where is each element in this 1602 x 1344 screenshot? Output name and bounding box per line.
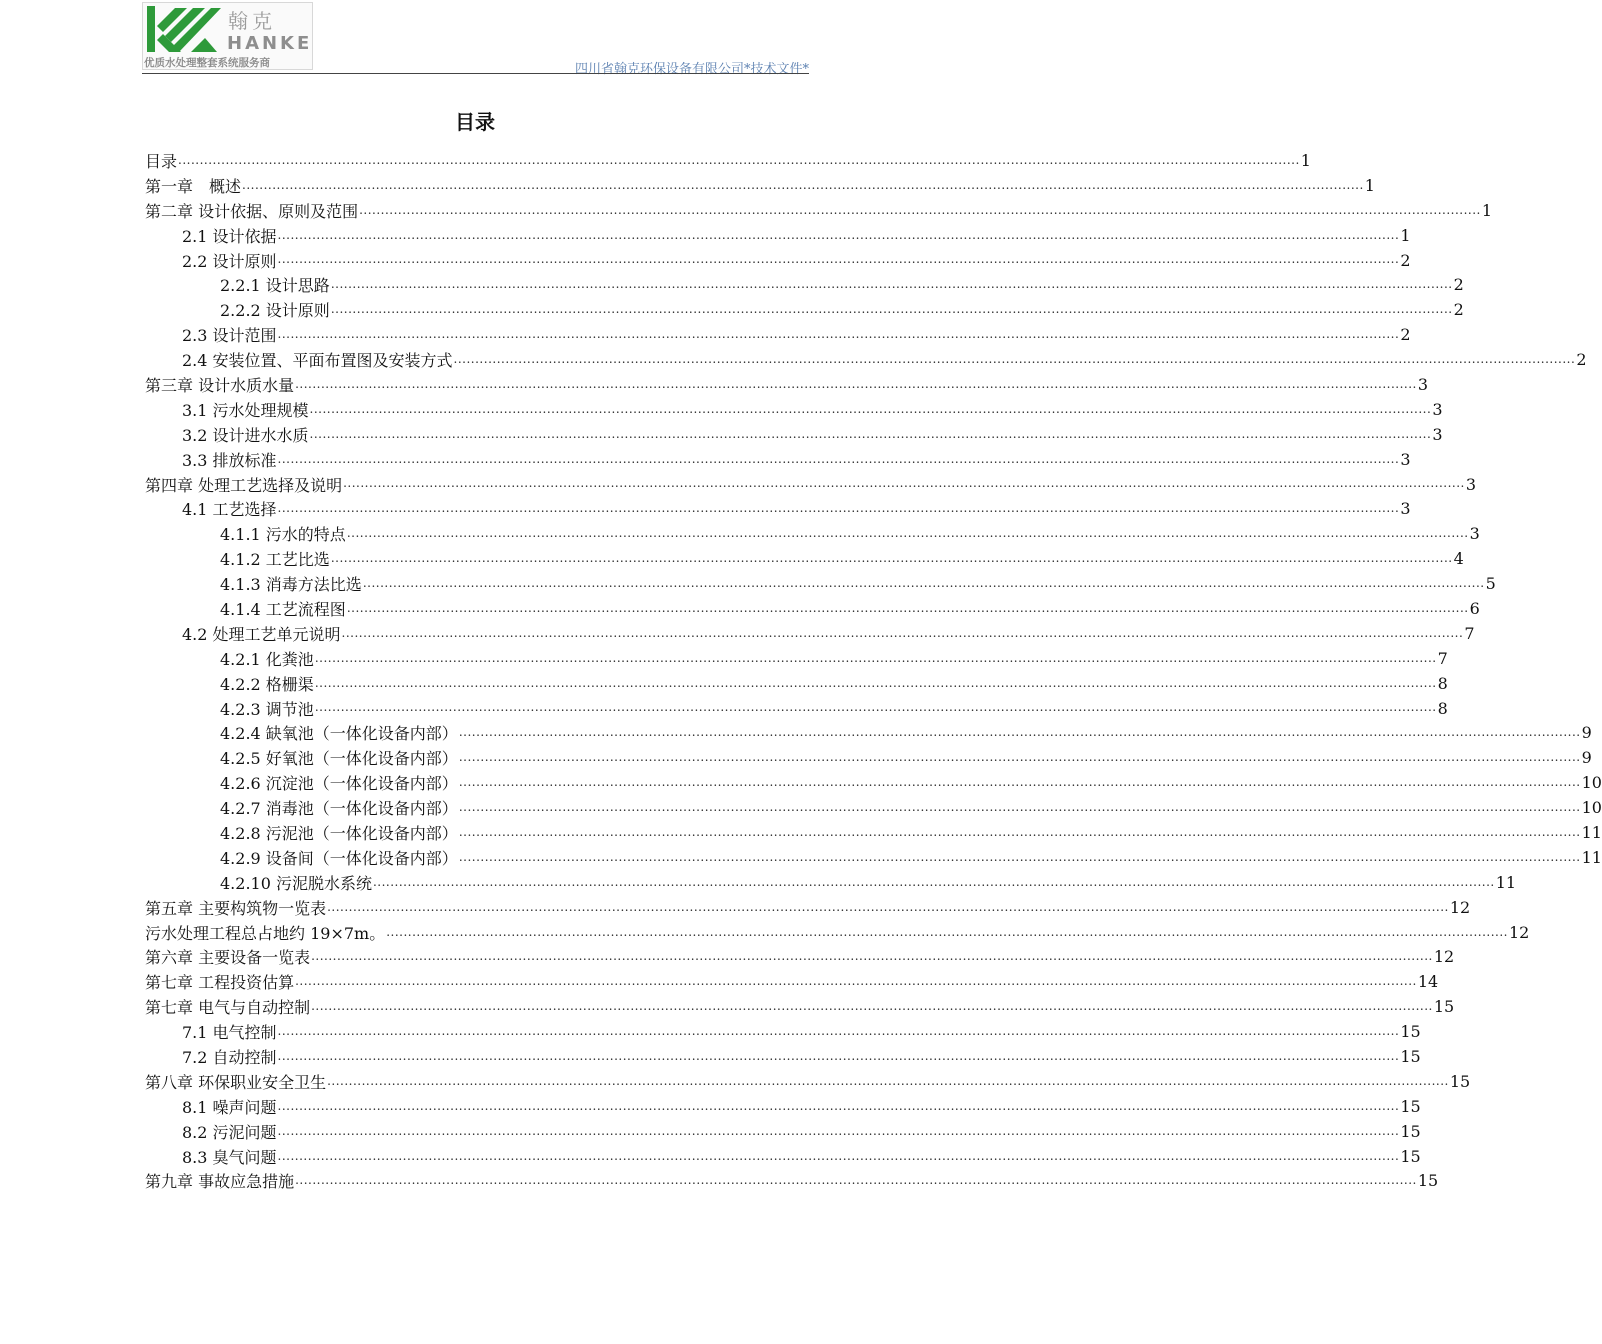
toc-leader-dots: ....................................................................................................................................................................................................................................................................	[295, 974, 1417, 989]
toc-entry-page: 3	[1400, 449, 1411, 469]
toc-entry-title: 4.2.6 沉淀池（一体化设备内部）	[220, 774, 458, 794]
toc-entry[interactable]	[145, 372, 1429, 397]
toc-entry[interactable]	[145, 496, 1411, 521]
company-logo	[142, 2, 313, 70]
toc-leader-dots: ....................................................................................................................................................................................................................................................................	[277, 252, 1400, 267]
toc-entry-page: 3	[1432, 399, 1443, 419]
toc-entry-page: 9	[1581, 723, 1592, 743]
toc-leader-dots: ....................................................................................................................................................................................................................................................................	[346, 600, 1469, 615]
toc-leader-dots: ....................................................................................................................................................................................................................................................................	[311, 999, 1433, 1014]
toc-entry-page: 1	[1400, 225, 1411, 245]
toc-entry[interactable]	[145, 945, 1455, 970]
toc-entry-title: 4.2.7 消毒池（一体化设备内部）	[220, 799, 458, 819]
toc-entry[interactable]	[145, 770, 1602, 795]
toc-leader-dots: ....................................................................................................................................................................................................................................................................	[343, 476, 1465, 491]
toc-entry-title: 7.2 自动控制	[182, 1048, 277, 1067]
toc-entry[interactable]	[145, 148, 1311, 173]
toc-entry-page: 10	[1581, 798, 1602, 818]
toc-leader-dots: ....................................................................................................................................................................................................................................................................	[277, 1098, 1400, 1113]
toc-entry-title: 4.2.2 格栅渠	[220, 674, 314, 694]
toc-entry[interactable]	[145, 248, 1411, 273]
toc-leader-dots: ....................................................................................................................................................................................................................................................................	[277, 327, 1400, 342]
toc-entry[interactable]	[145, 895, 1471, 920]
toc-entry-title: 4.1.2 工艺比选	[220, 550, 330, 570]
toc-entry[interactable]	[145, 347, 1587, 372]
toc-entry-title: 目录	[145, 151, 178, 171]
toc-leader-dots: ....................................................................................................................................................................................................................................................................	[341, 625, 1464, 640]
toc-leader-dots: ....................................................................................................................................................................................................................................................................	[277, 1024, 1400, 1039]
toc-entry-page: 3	[1465, 474, 1477, 494]
toc-entry-title: 第八章 环保职业安全卫生	[145, 1072, 327, 1092]
hanke-logo-icon	[147, 6, 223, 54]
toc-leader-dots: ....................................................................................................................................................................................................................................................................	[386, 924, 1508, 939]
toc-entry-page: 7	[1437, 648, 1448, 668]
toc-leader-dots: ....................................................................................................................................................................................................................................................................	[314, 675, 1437, 690]
toc-entry-title: 第六章 主要设备一览表	[145, 948, 311, 968]
toc-entry-title: 8.2 污泥问题	[182, 1122, 277, 1142]
toc-entry[interactable]	[145, 845, 1602, 870]
toc-entry[interactable]	[145, 820, 1602, 845]
toc-leader-dots: ....................................................................................................................................................................................................................................................................	[346, 526, 1469, 541]
toc-entry-title: 3.2 设计进水水质	[182, 425, 309, 445]
toc-entry[interactable]	[145, 696, 1448, 721]
toc-entry-page: 6	[1469, 598, 1480, 618]
table-of-contents	[145, 148, 1602, 1193]
toc-entry-page: 7	[1464, 623, 1475, 643]
toc-entry[interactable]	[145, 621, 1475, 646]
toc-entry-page: 2	[1453, 275, 1464, 295]
toc-entry-page: 15	[1400, 1022, 1421, 1042]
toc-entry-title: 第五章 主要构筑物一览表	[145, 898, 327, 918]
toc-entry-page: 15	[1400, 1121, 1421, 1141]
toc-entry[interactable]	[145, 920, 1530, 945]
toc-entry-title: 2.2 设计原则	[182, 251, 277, 271]
toc-leader-dots: ....................................................................................................................................................................................................................................................................	[178, 152, 1300, 167]
toc-entry-title: 污水处理工程总占地约 19×7m。	[145, 923, 386, 943]
logo-slogan: 优质水处理整套系统服务商	[144, 57, 270, 69]
toc-leader-dots: ....................................................................................................................................................................................................................................................................	[330, 302, 1453, 317]
toc-leader-dots: ....................................................................................................................................................................................................................................................................	[372, 874, 1495, 889]
toc-entry[interactable]	[145, 745, 1592, 770]
toc-entry-title: 第四章 处理工艺选择及说明	[145, 475, 343, 495]
toc-entry[interactable]	[145, 596, 1480, 621]
toc-entry[interactable]	[145, 1119, 1421, 1144]
toc-entry-page: 2	[1400, 250, 1411, 270]
toc-entry-title: 4.2.9 设备间（一体化设备内部）	[220, 848, 458, 868]
toc-leader-dots: ....................................................................................................................................................................................................................................................................	[362, 576, 1485, 591]
toc-entry-page: 15	[1417, 1171, 1439, 1191]
toc-entry[interactable]	[145, 1069, 1471, 1094]
toc-entry[interactable]	[145, 447, 1411, 472]
toc-entry-page: 3	[1432, 424, 1443, 444]
toc-entry[interactable]	[145, 969, 1439, 994]
toc-entry[interactable]	[145, 646, 1448, 671]
toc-leader-dots: ....................................................................................................................................................................................................................................................................	[277, 227, 1400, 242]
toc-entry-page: 3	[1417, 374, 1429, 394]
toc-leader-dots: ....................................................................................................................................................................................................................................................................	[277, 501, 1400, 516]
toc-entry-page: 12	[1433, 947, 1455, 967]
toc-entry-title: 第九章 事故应急措施	[145, 1172, 295, 1192]
toc-leader-dots: ....................................................................................................................................................................................................................................................................	[458, 824, 1581, 839]
toc-entry-page: 15	[1400, 1096, 1421, 1116]
toc-entry-page: 3	[1400, 499, 1411, 519]
toc-entry-page: 2	[1576, 350, 1587, 370]
toc-entry-title: 第七章 电气与自动控制	[145, 998, 311, 1018]
toc-leader-dots: ....................................................................................................................................................................................................................................................................	[311, 949, 1433, 964]
toc-leader-dots: ....................................................................................................................................................................................................................................................................	[458, 750, 1581, 765]
page-title: 目录	[455, 110, 495, 134]
toc-entry-page: 5	[1485, 574, 1496, 594]
toc-entry-title: 4.1.1 污水的特点	[220, 525, 346, 545]
toc-entry-title: 3.3 排放标准	[182, 450, 277, 470]
toc-entry[interactable]	[145, 223, 1411, 248]
toc-entry-title: 第二章 设计依据、原则及范围	[145, 201, 359, 221]
toc-entry[interactable]	[145, 472, 1477, 497]
toc-leader-dots: ....................................................................................................................................................................................................................................................................	[295, 1173, 1417, 1188]
toc-leader-dots: ....................................................................................................................................................................................................................................................................	[277, 451, 1400, 466]
toc-leader-dots: ....................................................................................................................................................................................................................................................................	[453, 352, 1576, 367]
toc-leader-dots: ....................................................................................................................................................................................................................................................................	[330, 277, 1453, 292]
toc-entry-title: 4.2.3 调节池	[220, 699, 314, 719]
toc-entry-page: 9	[1581, 748, 1592, 768]
toc-entry-title: 第三章 设计水质水量	[145, 375, 295, 395]
header-divider	[142, 73, 809, 74]
toc-leader-dots: ....................................................................................................................................................................................................................................................................	[277, 1123, 1400, 1138]
toc-entry[interactable]	[145, 272, 1464, 297]
toc-entry-title: 4.2.8 污泥池（一体化设备内部）	[220, 823, 458, 843]
toc-entry[interactable]	[145, 1094, 1421, 1119]
toc-leader-dots: ....................................................................................................................................................................................................................................................................	[309, 401, 1432, 416]
toc-entry[interactable]	[145, 720, 1592, 745]
toc-entry-page: 4	[1453, 549, 1464, 569]
toc-entry-title: 4.2.10 污泥脱水系统	[220, 873, 372, 893]
toc-entry[interactable]	[145, 671, 1448, 696]
toc-entry-title: 4.2.4 缺氧池（一体化设备内部）	[220, 724, 458, 744]
toc-entry-page: 8	[1437, 698, 1448, 718]
toc-entry[interactable]	[145, 795, 1602, 820]
toc-entry-page: 15	[1433, 997, 1455, 1017]
toc-entry[interactable]	[145, 397, 1443, 422]
toc-entry-title: 2.2.1 设计思路	[220, 276, 330, 296]
toc-entry[interactable]	[145, 1019, 1421, 1044]
toc-leader-dots: ....................................................................................................................................................................................................................................................................	[458, 849, 1581, 864]
toc-entry-page: 15	[1400, 1146, 1421, 1166]
toc-entry-title: 4.2.1 化粪池	[220, 649, 314, 669]
toc-entry-page: 1	[1300, 150, 1311, 170]
toc-entry[interactable]	[145, 173, 1375, 198]
toc-entry-page: 2	[1453, 300, 1464, 320]
toc-leader-dots: ....................................................................................................................................................................................................................................................................	[327, 1073, 1449, 1088]
toc-entry[interactable]	[145, 198, 1493, 223]
toc-entry-page: 2	[1400, 325, 1411, 345]
logo-english-name: HANKE	[227, 33, 313, 54]
toc-entry[interactable]	[145, 571, 1496, 596]
toc-leader-dots: ....................................................................................................................................................................................................................................................................	[327, 899, 1449, 914]
toc-entry-page: 11	[1581, 847, 1602, 867]
toc-leader-dots: ....................................................................................................................................................................................................................................................................	[458, 725, 1581, 740]
toc-entry-page: 14	[1417, 972, 1439, 992]
toc-entry-page: 15	[1449, 1071, 1471, 1091]
toc-entry-page: 8	[1437, 673, 1448, 693]
toc-leader-dots: ....................................................................................................................................................................................................................................................................	[359, 202, 1481, 217]
company-name: 四川省翰克环保设备有限公司*技术文件*	[574, 62, 809, 77]
toc-leader-dots: ....................................................................................................................................................................................................................................................................	[295, 376, 1417, 391]
toc-entry-title: 4.1.3 消毒方法比选	[220, 575, 362, 595]
toc-leader-dots: ....................................................................................................................................................................................................................................................................	[330, 551, 1453, 566]
toc-entry-title: 2.2.2 设计原则	[220, 301, 330, 321]
toc-entry[interactable]	[145, 994, 1455, 1019]
toc-entry-page: 11	[1495, 872, 1517, 892]
toc-entry-title: 4.1 工艺选择	[182, 500, 277, 520]
toc-entry-title: 4.1.4 工艺流程图	[220, 599, 346, 619]
toc-entry-page: 1	[1364, 175, 1375, 195]
toc-entry[interactable]	[145, 297, 1464, 322]
toc-entry-page: 3	[1469, 524, 1480, 544]
toc-entry-title: 2.1 设计依据	[182, 226, 277, 246]
toc-entry-title: 2.4 安装位置、平面布置图及安装方式	[182, 351, 453, 371]
toc-entry-page: 10	[1581, 773, 1602, 793]
toc-entry-page: 15	[1400, 1047, 1421, 1066]
toc-entry[interactable]	[145, 546, 1464, 571]
toc-entry-page: 1	[1481, 200, 1493, 220]
toc-entry-title: 第一章 概述	[145, 176, 242, 196]
toc-entry-title: 2.3 设计范围	[182, 326, 277, 346]
toc-leader-dots: ....................................................................................................................................................................................................................................................................	[277, 1148, 1400, 1163]
toc-leader-dots: ....................................................................................................................................................................................................................................................................	[242, 177, 1364, 192]
toc-entry-title: 3.1 污水处理规模	[182, 400, 309, 420]
toc-entry-title: 第七章 工程投资估算	[145, 973, 295, 993]
toc-entry[interactable]	[145, 870, 1517, 895]
toc-entry-title: 8.3 臭气问题	[182, 1147, 277, 1167]
toc-leader-dots: ....................................................................................................................................................................................................................................................................	[458, 800, 1581, 815]
toc-leader-dots: ....................................................................................................................................................................................................................................................................	[458, 775, 1581, 790]
toc-entry[interactable]	[145, 1144, 1421, 1169]
toc-entry[interactable]	[145, 322, 1411, 347]
toc-entry-page: 12	[1508, 922, 1530, 942]
toc-entry[interactable]	[145, 1044, 1421, 1069]
logo-chinese-name: 翰克	[228, 9, 276, 33]
toc-leader-dots: ....................................................................................................................................................................................................................................................................	[277, 1048, 1400, 1063]
toc-entry-page: 11	[1581, 822, 1602, 842]
toc-entry-title: 8.1 噪声问题	[182, 1097, 277, 1117]
toc-entry-page: 12	[1449, 897, 1471, 917]
toc-entry-title: 4.2 处理工艺单元说明	[182, 624, 341, 644]
toc-entry-title: 7.1 电气控制	[182, 1023, 277, 1043]
toc-entry[interactable]	[145, 1169, 1439, 1194]
toc-leader-dots: ....................................................................................................................................................................................................................................................................	[309, 426, 1432, 441]
toc-leader-dots: ....................................................................................................................................................................................................................................................................	[314, 700, 1437, 715]
toc-entry[interactable]	[145, 521, 1480, 546]
toc-leader-dots: ....................................................................................................................................................................................................................................................................	[314, 650, 1437, 665]
page-header	[142, 2, 809, 77]
toc-entry[interactable]	[145, 422, 1443, 447]
toc-entry-title: 4.2.5 好氧池（一体化设备内部）	[220, 749, 458, 769]
